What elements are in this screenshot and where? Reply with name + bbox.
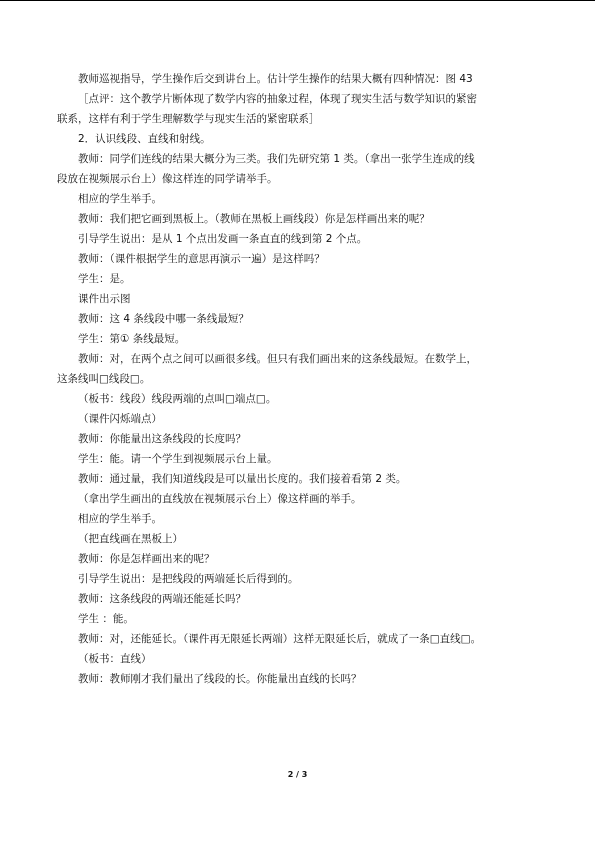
paragraph-line: 教师：通过量，我们知道线段是可以量出长度的。我们接着看第 2 类。 <box>78 473 407 485</box>
paragraph-line: 引导学生说出：是从 1 个点出发画一条直直的线到第 2 个点。 <box>78 233 368 245</box>
paragraph-line: 教师：对，在两个点之间可以画很多线。但只有我们画出来的这条线最短。在数学上， <box>78 353 477 365</box>
paragraph-line: 教师：（课件根据学生的意思再演示一遍）是这样吗？ <box>78 253 325 265</box>
paragraph-line: 教师：同学们连线的结果大概分为三类。我们先研究第 1 类。（拿出一张学生连成的线 <box>78 153 475 165</box>
paragraph-line: 段放在视频展示台上）像这样连的同学请举手。 <box>57 173 278 185</box>
paragraph-line: 相应的学生举手。 <box>78 193 162 205</box>
comment-line: ［点评：这个教学片断体现了数学内容的抽象过程，体现了现实生活与数学知识的紧密 <box>78 93 477 105</box>
paragraph-line: 教师：我们把它画到黑板上。（教师在黑板上画线段）你是怎样画出来的呢？ <box>78 213 430 225</box>
paragraph-line: 教师：这 4 条线段中哪一条线最短？ <box>78 313 249 325</box>
paragraph-line: 相应的学生举手。 <box>78 513 162 525</box>
comment-line: 联系，这样有利于学生理解数学与现实生活的紧密联系］ <box>57 113 320 125</box>
paragraph-line: 教师巡视指导，学生操作后交到讲台上。估计学生操作的结果大概有四种情况：图 43 <box>78 73 473 85</box>
paragraph-line: 教师：你能量出这条线段的长度吗？ <box>78 433 246 445</box>
paragraph-line: 学生：第① 条线最短。 <box>78 333 186 345</box>
paragraph-line: 学生：是。 <box>78 273 131 285</box>
page-top-rule <box>0 0 595 1</box>
paragraph-line: （把直线画在黑板上） <box>78 533 183 545</box>
section-heading: 2．认识线段、直线和射线。 <box>78 133 211 145</box>
paragraph-line: 教师：你是怎样画出来的呢？ <box>78 553 215 565</box>
document-body <box>57 69 541 689</box>
paragraph-line: 教师：这条线段的两端还能延长吗？ <box>78 593 246 605</box>
paragraph-line: 这条线叫□线段□。 <box>57 373 151 385</box>
paragraph-line: 课件出示图 <box>78 293 131 305</box>
paragraph-line: （板书：直线） <box>78 653 152 665</box>
paragraph-line: 教师：教师刚才我们量出了线段的长。你能量出直线的长吗？ <box>78 673 362 685</box>
paragraph-line: （拿出学生画出的直线放在视频展示台上）像这样画的举手。 <box>78 493 362 505</box>
paragraph-line: 学生：能。请一个学生到视频展示台上量。 <box>78 453 278 465</box>
page-number: 2 / 3 <box>287 770 308 779</box>
paragraph-line: （板书：线段）线段两端的点叫□端点□。 <box>78 393 277 405</box>
paragraph-line: 引导学生说出：是把线段的两端延长后得到的。 <box>78 573 299 585</box>
paragraph-line: 学生 ：能。 <box>78 613 134 625</box>
paragraph-line: （课件闪烁端点） <box>78 413 162 425</box>
paragraph-line: 教师：对，还能延长。（课件再无限延长两端）这样无限延长后，就成了一条□直线□。 <box>78 633 482 645</box>
